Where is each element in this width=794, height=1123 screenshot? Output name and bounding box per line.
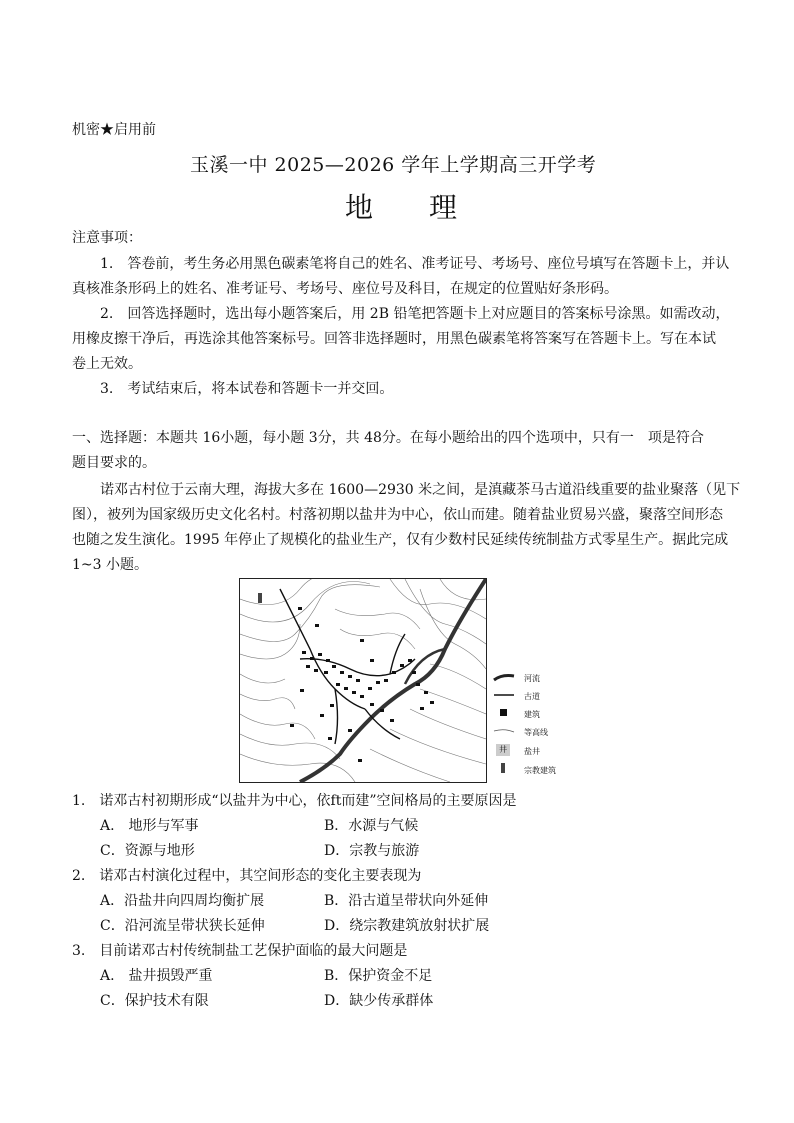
question-2-option-b: B．沿古道呈带状向外延伸 (324, 893, 489, 909)
passage-line-2: 图），被列为国家级历史文化名村。村落初期以盐井为中心，依山而建。随着盐业贸易兴盛，聚落空间形态 (72, 507, 723, 523)
section-line-1: 一、选择题：本题共 16小题，每小题 3分，共 48分。在每小题给出的四个选项中，只有一 项是符合 (72, 430, 704, 446)
note-1-line-1: 1. 答卷前，考生务必用黑色碳素笔将自己的姓名、准考证号、考场号、座位号填写在答题卡上，并认 (100, 256, 730, 272)
question-1-option-a: A. 地形与军事 (100, 818, 199, 834)
question-1-stem: 1. 诺邓古村初期形成“以盐井为中心，依ft而建”空间格局的主要原因是 (72, 793, 517, 809)
question-3-option-d: D．缺少传承群体 (324, 993, 434, 1009)
legend-religious: 宗教建筑 (524, 766, 556, 775)
road-paths (280, 589, 415, 744)
confidential-mark: 机密★启用前 (72, 122, 156, 138)
note-2-line-2: 用橡皮擦干净后，再选涂其他答案标号。回答非选择题时，用黑色碳素笔将答案写在答题卡上。写在本试 (72, 331, 716, 347)
note-3: 3. 考试结束后，将本试卷和答题卡一并交回。 (100, 381, 394, 397)
subject-title: 地 理 (345, 191, 458, 224)
question-1-option-c: C．资源与地形 (100, 843, 195, 859)
question-1-option-b: B．水源与气候 (324, 818, 419, 834)
note-1-line-2: 真核准条形码上的姓名、准考证号、考场号、座位号及科目，在规定的位置贴好条形码。 (72, 281, 618, 297)
legend-contour: 等高线 (524, 728, 548, 737)
passage-line-4: 1~3 小题。 (72, 557, 148, 573)
question-2-option-c: C．沿河流呈带状狭长延伸 (100, 918, 265, 934)
village-map (239, 578, 487, 783)
legend-building: 建筑 (524, 710, 540, 719)
question-2-stem: 2. 诺邓古村演化过程中，其空间形态的变化主要表现为 (72, 868, 422, 884)
section-line-2: 题目要求的。 (72, 455, 156, 471)
question-3-option-a: A. 盐井损毁严重 (100, 968, 213, 984)
map-legend (492, 670, 582, 780)
religious-legend-icon (492, 762, 516, 774)
legend-well: 盐井 (524, 747, 540, 756)
religious-building (258, 593, 262, 603)
question-1-option-d: D．宗教与旅游 (324, 843, 420, 859)
question-2-option-a: A．沿盐井向四周均衡扩展 (100, 893, 265, 909)
contour-legend-icon (492, 726, 516, 736)
notes-heading: 注意事项： (72, 230, 142, 246)
contour-lines (240, 579, 486, 782)
river-legend-icon (492, 672, 516, 682)
question-3-option-c: C．保护技术有限 (100, 993, 209, 1009)
question-3-option-b: B．保护资金不足 (324, 968, 433, 984)
passage-line-1: 诺邓古村位于云南大理，海拔大多在 1600—2930 米之间，是滇藏茶马古道沿线重要的盐业聚落（见下 (100, 482, 741, 498)
note-2-line-3: 卷上无效。 (72, 356, 142, 372)
map-drawing (240, 579, 486, 782)
question-2-option-d: D．绕宗教建筑放射状扩展 (324, 918, 490, 934)
note-2-line-1: 2. 回答选择题时，选出每小题答案后，用 2B 铅笔把答题卡上对应题目的答案标号涂黑。如需改动， (100, 306, 730, 322)
legend-road: 古道 (524, 692, 540, 701)
building-legend-icon (492, 708, 516, 718)
legend-river: 河流 (524, 674, 540, 683)
question-3-stem: 3. 目前诺邓古村传统制盐工艺保护面临的最大问题是 (72, 943, 408, 959)
well-legend-icon: 井 (496, 744, 510, 756)
road-legend-icon (492, 690, 516, 700)
passage-line-3: 也随之发生演化。1995 年停止了规模化的盐业生产，仅有少数村民延续传统制盐方式零星生产。据此完成 (72, 532, 729, 548)
exam-title: 玉溪一中 2025—2026 学年上学期高三开学考 (190, 154, 597, 176)
